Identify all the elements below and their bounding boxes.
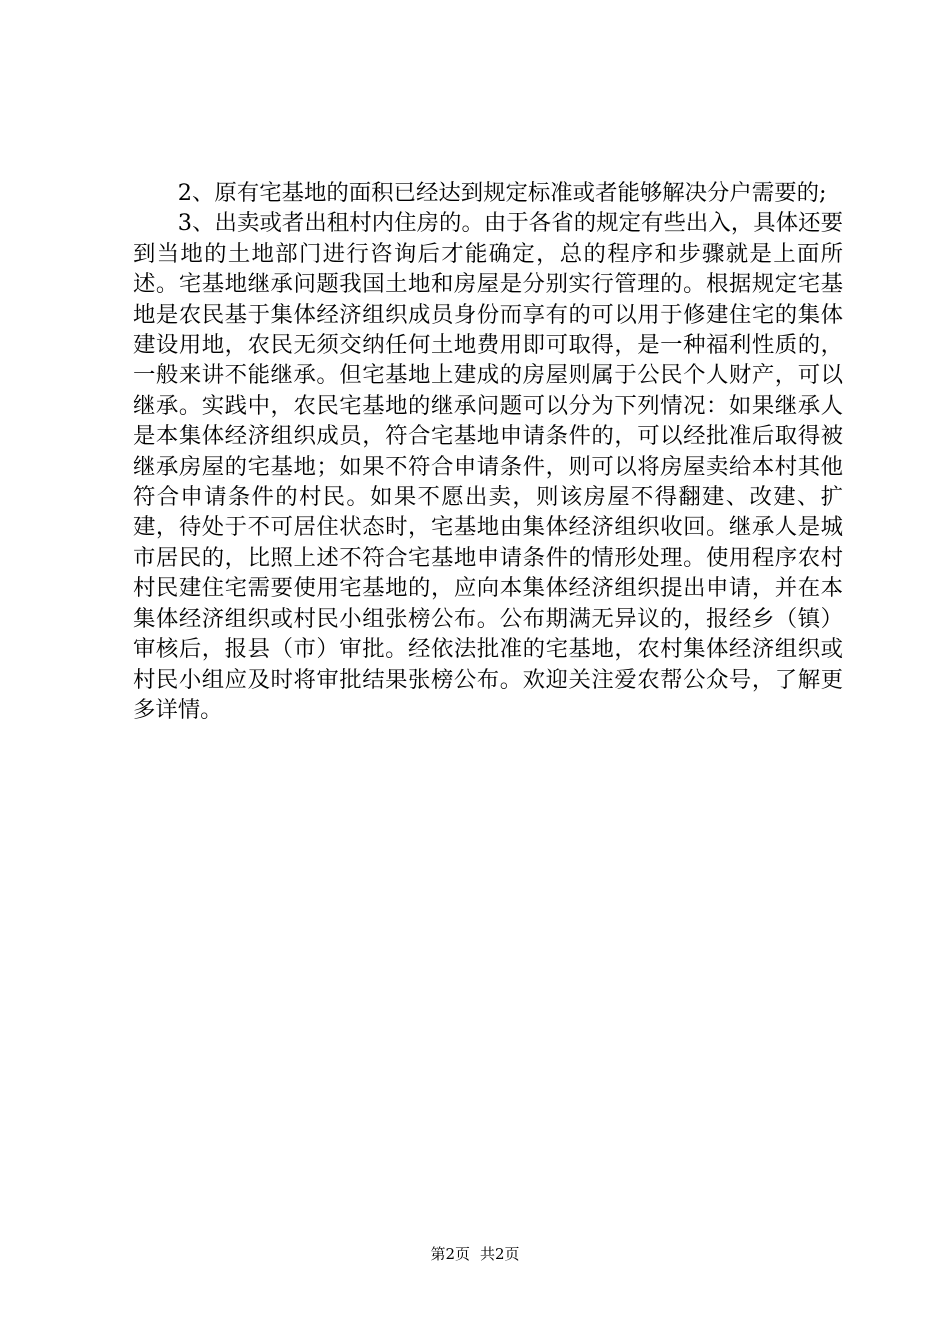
page-number: 第2页	[430, 1245, 470, 1263]
paragraph-1: 2、原有宅基地的面积已经达到规定标准或者能够解决分户需要的;	[177, 180, 827, 206]
paragraph-2: 3、出卖或者出租村内住房的。由于各省的规定有些出入，具体还要到当地的土地部门进行咨询后才能确定，总的程序和步骤就是上面所述。宅基地继承问题我国土地和房屋是分别实行管理的。根据规定宅基地是农民基于集体经济组织成员身份而享有的可以用于修建住宅的集体建设用地，农民无须交纳任何土地费用即可取得，是一种福利性质的，一般来讲不能继承。但宅基地上建成的房屋则属于公民个人财产，可以继承。实践中，农民宅基地的继承问题可以分为下列情况：如果继承人是本集体经济组织成员，符合宅基地申请条件的，可以经批准后取得被继承房屋的宅基地；如果不符合申请条件，则可以将房屋卖给本村其他符合申请条件的村民。如果不愿出卖，则该房屋不得翻建、改建、扩建，待处于不可居住状态时，宅基地由集体经济组织收回。继承人是城市居民的，比照上述不符合宅基地申请条件的情形处理。使用程序农村村民建住宅需要使用宅基地的，应向本集体经济组织提出申请，并在本集体经济组织或村民小组张榜公布。公布期满无异议的，报经乡（镇）审核后，报县（市）审批。经依法批准的宅基地，农村集体经济组织或村民小组应及时将审批结果张榜公布。欢迎关注爱农帮公众号，了解更多详情。	[133, 210, 843, 723]
page-total: 共2页	[480, 1245, 520, 1263]
page-footer	[0, 1244, 950, 1264]
document-body	[133, 178, 843, 725]
